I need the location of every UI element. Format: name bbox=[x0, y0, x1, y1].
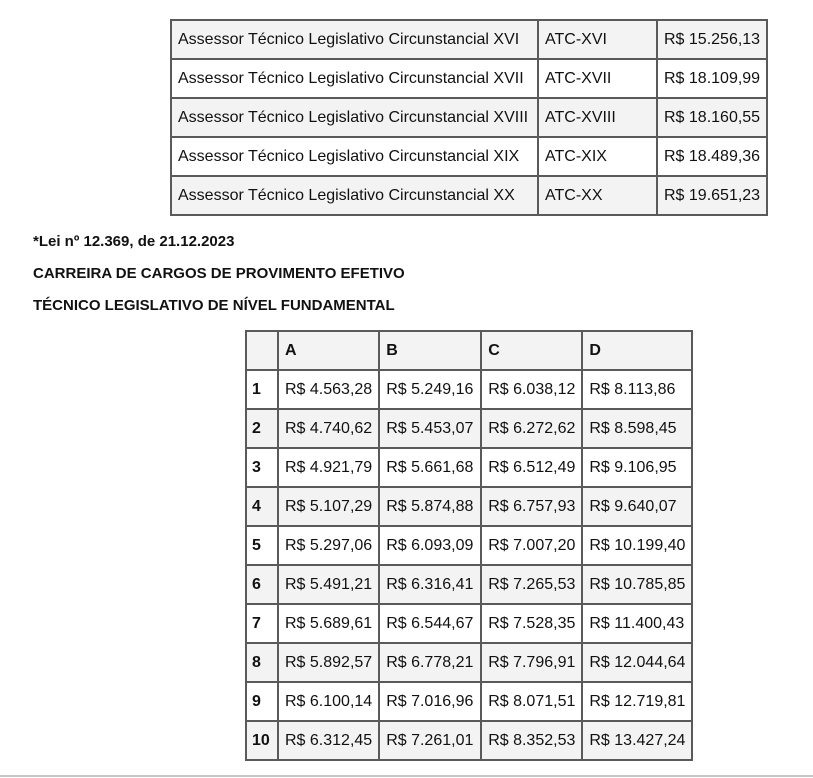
salary-cell: R$ 5.453,07 bbox=[379, 409, 481, 448]
salary-cell: R$ 7.016,96 bbox=[379, 682, 481, 721]
salary-cell: R$ 5.491,21 bbox=[278, 565, 379, 604]
table-row bbox=[171, 176, 767, 215]
table-row bbox=[246, 604, 692, 643]
salary-cell: R$ 7.261,01 bbox=[379, 721, 481, 760]
table-row bbox=[246, 448, 692, 487]
career-heading: CARREIRA DE CARGOS DE PROVIMENTO EFETIVO bbox=[33, 265, 405, 282]
salary-cell: R$ 4.740,62 bbox=[278, 409, 379, 448]
cargo-cell: Assessor Técnico Legislativo Circunstancial XX bbox=[171, 176, 538, 215]
salary-cell: R$ 11.400,43 bbox=[582, 604, 692, 643]
salary-cell: R$ 12.719,81 bbox=[582, 682, 692, 721]
table-row bbox=[246, 643, 692, 682]
salary-cell: R$ 10.785,85 bbox=[582, 565, 692, 604]
table-row bbox=[171, 98, 767, 137]
assessor-salary-table bbox=[170, 19, 768, 216]
salary-cell: R$ 5.892,57 bbox=[278, 643, 379, 682]
level-cell: 4 bbox=[246, 487, 278, 526]
level-cell: 1 bbox=[246, 370, 278, 409]
valor-cell: R$ 15.256,13 bbox=[657, 20, 767, 59]
salary-cell: R$ 9.640,07 bbox=[582, 487, 692, 526]
column-header-d: D bbox=[582, 331, 692, 370]
salary-cell: R$ 8.598,45 bbox=[582, 409, 692, 448]
salary-cell: R$ 12.044,64 bbox=[582, 643, 692, 682]
level-cell: 3 bbox=[246, 448, 278, 487]
cargo-cell: Assessor Técnico Legislativo Circunstancial XVIII bbox=[171, 98, 538, 137]
cargo-cell: Assessor Técnico Legislativo Circunstancial XIX bbox=[171, 137, 538, 176]
salary-cell: R$ 13.427,24 bbox=[582, 721, 692, 760]
bottom-divider bbox=[0, 775, 813, 777]
level-cell: 2 bbox=[246, 409, 278, 448]
salary-cell: R$ 8.113,86 bbox=[582, 370, 692, 409]
valor-cell: R$ 18.160,55 bbox=[657, 98, 767, 137]
sigla-cell: ATC-XVI bbox=[538, 20, 657, 59]
table-row bbox=[246, 721, 692, 760]
salary-cell: R$ 6.100,14 bbox=[278, 682, 379, 721]
valor-cell: R$ 18.489,36 bbox=[657, 137, 767, 176]
level-cell: 8 bbox=[246, 643, 278, 682]
sigla-cell: ATC-XIX bbox=[538, 137, 657, 176]
column-header-b: B bbox=[379, 331, 481, 370]
law-reference: *Lei nº 12.369, de 21.12.2023 bbox=[33, 233, 235, 250]
salary-cell: R$ 6.038,12 bbox=[481, 370, 582, 409]
level-cell: 9 bbox=[246, 682, 278, 721]
salary-cell: R$ 10.199,40 bbox=[582, 526, 692, 565]
salary-cell: R$ 6.778,21 bbox=[379, 643, 481, 682]
salary-cell: R$ 8.352,53 bbox=[481, 721, 582, 760]
column-header-a: A bbox=[278, 331, 379, 370]
valor-cell: R$ 19.651,23 bbox=[657, 176, 767, 215]
table-row bbox=[171, 59, 767, 98]
table-row bbox=[246, 565, 692, 604]
salary-cell: R$ 6.272,62 bbox=[481, 409, 582, 448]
fundamental-salary-table bbox=[245, 330, 693, 761]
table-header-row bbox=[246, 331, 692, 370]
sigla-cell: ATC-XVII bbox=[538, 59, 657, 98]
salary-cell: R$ 7.007,20 bbox=[481, 526, 582, 565]
salary-cell: R$ 5.249,16 bbox=[379, 370, 481, 409]
section-heading: TÉCNICO LEGISLATIVO DE NÍVEL FUNDAMENTAL bbox=[33, 297, 395, 314]
salary-cell: R$ 5.107,29 bbox=[278, 487, 379, 526]
level-cell: 5 bbox=[246, 526, 278, 565]
salary-cell: R$ 4.563,28 bbox=[278, 370, 379, 409]
salary-cell: R$ 5.689,61 bbox=[278, 604, 379, 643]
salary-cell: R$ 6.544,67 bbox=[379, 604, 481, 643]
salary-cell: R$ 5.297,06 bbox=[278, 526, 379, 565]
salary-cell: R$ 6.757,93 bbox=[481, 487, 582, 526]
salary-cell: R$ 6.316,41 bbox=[379, 565, 481, 604]
cargo-cell: Assessor Técnico Legislativo Circunstancial XVI bbox=[171, 20, 538, 59]
level-cell: 6 bbox=[246, 565, 278, 604]
salary-cell: R$ 6.312,45 bbox=[278, 721, 379, 760]
salary-cell: R$ 6.512,49 bbox=[481, 448, 582, 487]
salary-cell: R$ 8.071,51 bbox=[481, 682, 582, 721]
sigla-cell: ATC-XX bbox=[538, 176, 657, 215]
salary-cell: R$ 7.528,35 bbox=[481, 604, 582, 643]
level-cell: 7 bbox=[246, 604, 278, 643]
table-row bbox=[171, 20, 767, 59]
salary-cell: R$ 5.661,68 bbox=[379, 448, 481, 487]
table-row bbox=[171, 137, 767, 176]
salary-cell: R$ 7.265,53 bbox=[481, 565, 582, 604]
salary-cell: R$ 7.796,91 bbox=[481, 643, 582, 682]
table-row bbox=[246, 487, 692, 526]
salary-cell: R$ 5.874,88 bbox=[379, 487, 481, 526]
salary-cell: R$ 9.106,95 bbox=[582, 448, 692, 487]
corner-cell bbox=[246, 331, 278, 370]
salary-cell: R$ 6.093,09 bbox=[379, 526, 481, 565]
table-row bbox=[246, 682, 692, 721]
table-row bbox=[246, 409, 692, 448]
level-cell: 10 bbox=[246, 721, 278, 760]
table-row bbox=[246, 370, 692, 409]
valor-cell: R$ 18.109,99 bbox=[657, 59, 767, 98]
table-row bbox=[246, 526, 692, 565]
cargo-cell: Assessor Técnico Legislativo Circunstancial XVII bbox=[171, 59, 538, 98]
sigla-cell: ATC-XVIII bbox=[538, 98, 657, 137]
column-header-c: C bbox=[481, 331, 582, 370]
salary-cell: R$ 4.921,79 bbox=[278, 448, 379, 487]
